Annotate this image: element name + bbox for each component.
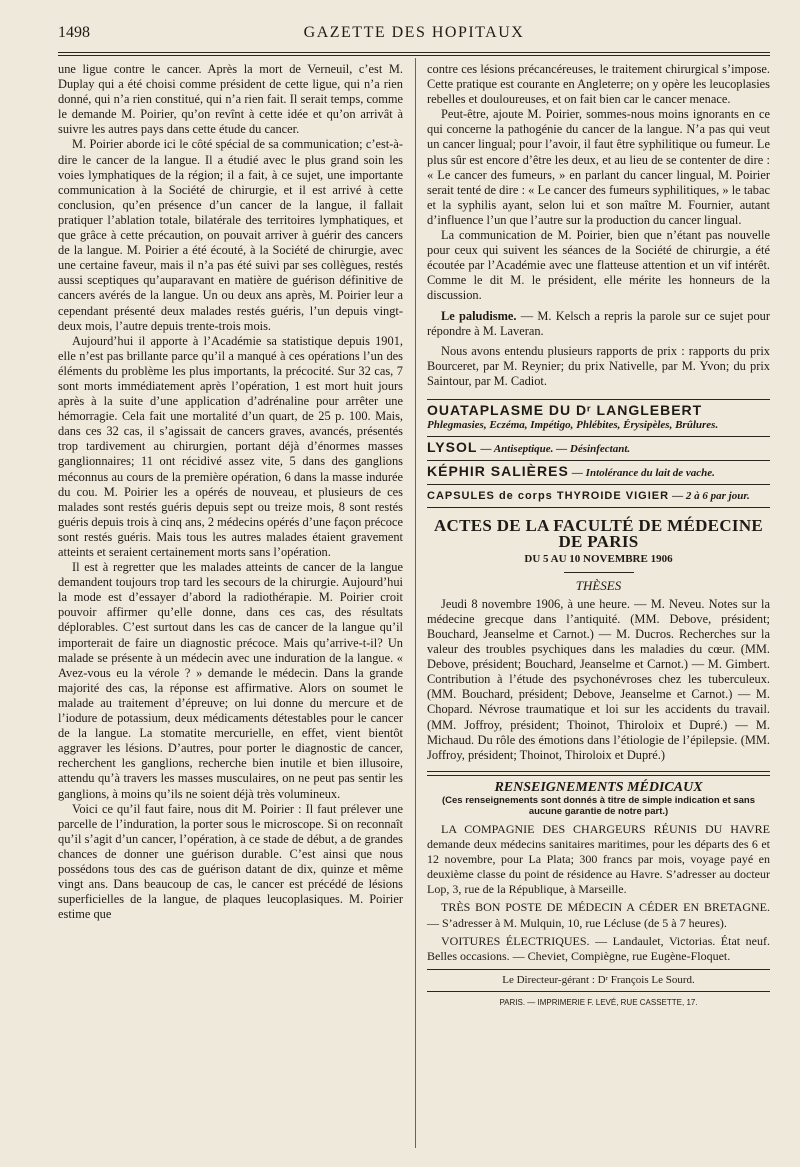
page-header — [58, 24, 770, 48]
actes-title: ACTES DE LA FACULTÉ DE MÉDECINE DE PARIS — [433, 516, 764, 551]
actes-section — [427, 518, 770, 762]
right-column — [427, 62, 770, 1010]
theses-text: Jeudi 8 novembre 1906, à une heure. — M. Neveu. Notes sur la médecine grecque dans l’antiquité. (MM. Debove, président; Bouchard, Jeanselme et Carnot.) — M. Ducros. Recherches sur la valeur des troubles psychiques dans les maladies du cœur. (MM. Debove, président; Bouchard, Jeanselme et Carnot.) — M. Gimbert. Contribution à l’étude des psychonévroses chez les tuberculeux. (MM. Bouchard, président; Debove, Jeanselme et Carnot.) — M. Chopard. Névrose traumatique et loi sur les accidents du travail. (MM. Joffroy, président; Thoinot, Thiroloix et Dupré.) — M. Michaud. Du rôle des émotions dans l’étiologie de l’épilepsie. (MM. Joffroy, président; Thoinot, Thiroloix et Dupré.) — [427, 596, 770, 762]
section-rule — [427, 771, 770, 772]
paragraph: Aujourd’hui il apporte à l’Académie sa statistique depuis 1901, elle n’est pas brillante parce qu’il a manqué à ces opérations l’un des éléments du problème les plus importants, la précocité. Sur 32 cas, 7 sont morts immédiatement après l’opération, 1 est mort huit jours après à la suite d’une application d’adrénaline pour arrêter une hémorragie. Cela fait une mortalité d’un quart, de 25 p. 100. Mais, dans ces 32 cas, il s’agissait de cancers graves, avancés, présentés trop tardivement au chirurgien, portant déjà d’énormes masses ganglionnaires; 11 ont récidivé assez vite, 5 dans des ganglions méconnus au cours de la première opération, 6 dans la masse indurée du cou. M. Poirier les a opérés de nouveau, et plusieurs de ces malades sont restés guéris depuis sept ou treize mois, 8 sont restés guéris depuis trois à cinq ans, 2 médecins opérés d’une façon précoce sont restés guéris. Mais tous les autres malades étaient gravement atteints et seraient certainement morts sans l’opération. — [58, 333, 403, 559]
column-separator — [415, 58, 416, 1148]
header-rule-2 — [58, 55, 770, 56]
short-rule — [564, 572, 634, 573]
ad-lysol — [427, 440, 770, 457]
theses-heading: THÈSES — [575, 577, 622, 593]
renseignement-item: VOITURES ÉLECTRIQUES. — Landaulet, Victorias. État neuf. Belles occasions. — Cheviet, Compiègne, rue Eugène-Floquet. — [427, 933, 770, 963]
renseignements-title: RENSEIGNEMENTS MÉDICAUX — [494, 779, 703, 795]
header-rule — [58, 52, 770, 53]
journal-title: GAZETTE DES HOPITAUX — [303, 24, 525, 41]
ad-subtitle: — Intolérance du lait de vache. — [571, 467, 715, 480]
renseignement-item: TRÈS BON POSTE DE MÉDECIN A CÉDER EN BRETAGNE. — S’adresser à M. Mulquin, 10, rue Lécluse (de 5 à 7 heures). — [427, 900, 770, 930]
paragraph: Peut-être, ajoute M. Poirier, sommes-nous moins ignorants en ce qui concerne la pathogénie du cancer de la langue. N’a pas qui veut un cancer lingual; pour l’avoir, il faut être syphilitique ou fumeur. Le plus sûr est encore d’être les deux, et au lieu de se contenter de dire : « Le cancer des fumeurs, » en parlant du cancer lingual, M. Poirier serait tenté de dire : « Le cancer des fumeurs syphilitiques, » le tabac et la syphilis ayant, selon lui et son maître M. Fournier, autant d’influence l’un que l’autre sur la production du cancer lingual. — [427, 107, 770, 227]
paragraph: une ligue contre le cancer. Après la mort de Verneuil, c’est M. Duplay qui a été choisi comme président de cette ligue, qui n’a rien donné, qui n’a rien constitué, qui n’a rien fait. Il serait temps, comme le demande M. Poirier, qu’on revînt à cette idée et qu’on arrivât à suivre les autres pays dans cette étude du cancer. — [58, 62, 403, 137]
ad-subtitle: Phlegmasies, Eczéma, Impétigo, Phlébites, Érysipèles, Brûlures. — [427, 419, 719, 432]
paragraph: Il est à regretter que les malades atteints de cancer de la langue demandent toujours trop tard les secours de la chirurgie. Aujourd’hui la mode est d’essayer d’abord la radiothérapie. M. Poirier croit pouvoir affirmer qu’elle donne, dans ces cas, des résultats déplorables. C’est surtout dans les cas de cancer de la langue qu’il importerait de faire un diagnostic précoce. Mais qu’arrive-t-il? Un malade se présente à un médecin avec une induration de la langue. « Avez-vous eu la vérole ? » demande le médecin. Dans la grande majorité des cas, la réponse est affirmative. Alors on soumet le malade au traitement d’épreuve; on lui donne du mercure et de l’iodure de potassium, deux médicaments détestables pour le cancer de la langue. La stomatite mercurielle, en effet, vient bientôt aggraver les lésions. D’autres, pour porter le diagnostic de cancer, recherchent les ganglions, recherche bien inutile et bien illusoire, attendu qu’à travers les masses musculaires, on ne peut pas sentir les ganglions, à moins qu’ils ne soient déjà très volumineux. — [58, 560, 403, 801]
ad-subtitle: — 2 à 6 par jour. — [672, 490, 750, 503]
section-rule — [427, 775, 770, 776]
footer-rule — [427, 969, 770, 970]
ad-capsules — [427, 488, 770, 504]
paludisme-text: — M. Kelsch a repris la parole sur ce sujet pour répondre à M. Laveran. — [427, 308, 770, 338]
renseignements-section — [427, 771, 770, 964]
ad-rule — [427, 460, 770, 461]
paludisme-paragraph — [427, 309, 770, 339]
ad-rule — [427, 436, 770, 437]
ad-ouataplasme — [427, 403, 770, 433]
paragraph: La communication de M. Poirier, bien que n’étant pas nouvelle pour ceux qui suivent les séances de la Société de chirurgie, a été écoutée par l’Académie avec une flatteuse attention et un vif intérêt. Comme le dit M. le président, elle mérite les honneurs de la discussion. — [427, 228, 770, 303]
ad-name: OUATAPLASME DU Dʳ LANGLEBERT — [427, 401, 703, 418]
footer-rule — [427, 991, 770, 992]
renseignement-item: LA COMPAGNIE DES CHARGEURS RÉUNIS DU HAVRE demande deux médecins sanitaires maritimes, pour les départs des 6 et 12 novembre, pour La Plata; 300 francs par mois, voyage payé en deuxième classe du point de résidence au Havre. S’adresser au docteur Lop, 3, rue de la République, à Marseille. — [427, 821, 770, 897]
left-column — [58, 62, 403, 922]
paragraph: M. Poirier aborde ici le côté spécial de sa communication; c’est-à-dire le cancer de la langue. Il a étudié avec le plus grand soin les voies lymphatiques de la région; il a fait, à ce sujet, une importante communication à la Société de chirurgie, et il est arrivé à cette conclusion, qu’en présence d’un cancer de la langue, il fallait pratiquer l’ablation totale, bilatérale des territoires lymphatiques, et que grâce à cette précaution, on pouvait arriver à guérir des cancers de la langue. M. Poirier a été écouté, à la Société de chirurgie, avec une certaine faveur, mais il n’a pas été suivi par ses collègues, restés aussi sceptiques qu’auparavant en matière de guérison définitive de cancers avérés de la langue. Un ou deux ans après, M. Poirier leur a cependant présenté deux malades restés guéris, l’un depuis vingt-deux mois, l’autre depuis trente-trois mois. — [58, 137, 403, 333]
page-number: 1498 — [58, 24, 90, 41]
printer-line: PARIS. — IMPRIMERIE F. LEVÉ, RUE CASSETTE, 17. — [499, 997, 698, 1007]
ad-kephir — [427, 464, 770, 481]
paragraph: Voici ce qu’il faut faire, nous dit M. Poirier : Il faut prélever une parcelle de l’induration, la porter sous le microscope. Si on reconnaît qu’il s’agit d’un cancer, l’opération, à ce stade de début, a de grandes chances de donner une guérison durable. C’est ainsi que nous possédons tous des cas de guérison datant de dix, quinze et même vingt ans. Dans beaucoup de cas, le cancer est précédé de lésions superficielles de la langue, de plaques leucoplasiques. M. Poirier estime que — [58, 801, 403, 922]
ad-rule — [427, 484, 770, 485]
director-line: Le Directeur-gérant : Dʳ François Le Sourd. — [502, 973, 695, 986]
ad-name: CAPSULES de corps THYROIDE VIGIER — [427, 490, 670, 503]
ad-rule — [427, 507, 770, 508]
renseignements-note: (Ces renseignements sont donnés à titre de simple indication et sans aucune garantie de notre part.) — [441, 794, 756, 817]
page-footer — [427, 969, 770, 1010]
advertisements — [427, 399, 770, 508]
paludisme-title: Le paludisme. — [441, 308, 517, 323]
ad-rule — [427, 399, 770, 400]
ad-name: KÉPHIR SALIÈRES — [427, 463, 569, 480]
actes-subtitle: DU 5 AU 10 NOVEMBRE 1906 — [524, 552, 673, 565]
paragraph: contre ces lésions précancéreuses, le traitement chirurgical s’impose. Cette pratique est courante en Angleterre; on y opère les leucoplasies rebelles et douloureuses, et on fait bien car le cancer menace. — [427, 62, 770, 107]
prix-paragraph: Nous avons entendu plusieurs rapports de prix : rapports du prix Bourceret, par M. Reynier; du prix Nativelle, par M. Yvon; du prix Saintour, par M. Cadiot. — [427, 343, 770, 388]
ad-subtitle: — Antiseptique. — Désinfectant. — [480, 443, 631, 456]
ad-name: LYSOL — [427, 439, 478, 456]
